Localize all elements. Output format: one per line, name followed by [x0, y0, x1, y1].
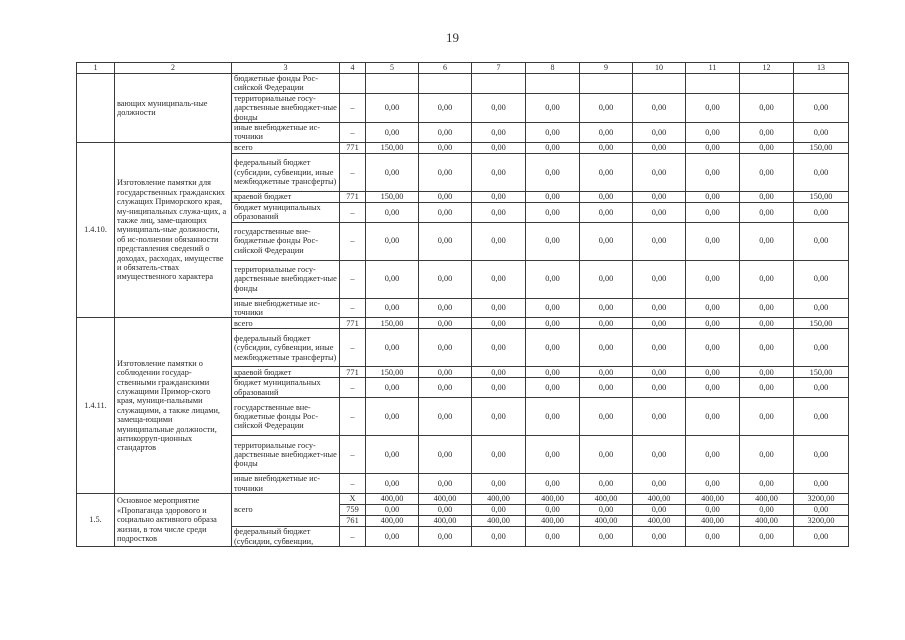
value-cell: 150,00 [366, 367, 419, 378]
source-cell: всего [232, 318, 340, 329]
value-cell: 0,00 [633, 505, 686, 516]
value-cell: 0,00 [580, 367, 633, 378]
value-cell: 0,00 [740, 367, 794, 378]
value-cell: 150,00 [794, 318, 849, 329]
value-cell: 0,00 [740, 191, 794, 202]
value-cell: 0,00 [633, 378, 686, 398]
source-cell: всего [232, 142, 340, 153]
value-cell: 0,00 [472, 398, 526, 436]
value-cell: 0,00 [633, 260, 686, 298]
value-cell: 400,00 [580, 516, 633, 527]
code-cell: – [340, 398, 366, 436]
source-cell: бюджетные фонды Рос-сийской Федерации [232, 74, 340, 94]
column-header: 1 [77, 63, 115, 74]
value-cell: 0,00 [580, 398, 633, 436]
value-cell: 0,00 [472, 318, 526, 329]
value-cell: 0,00 [526, 153, 580, 191]
value-cell: 0,00 [526, 142, 580, 153]
value-cell: 0,00 [580, 329, 633, 367]
page-number: 19 [446, 30, 459, 45]
value-cell: 150,00 [366, 191, 419, 202]
value-cell: 400,00 [526, 516, 580, 527]
value-cell: 0,00 [472, 505, 526, 516]
item-name-cell: Изготовление памятки о соблюдении государ-ственными гражданскими служащими Примор-ского края, муници-пальными служащими, а также лицами, замеща-ющими муниципальные должности, антикорруп-ционных стандартов [115, 318, 232, 494]
value-cell: 0,00 [419, 260, 472, 298]
value-cell: 0,00 [794, 329, 849, 367]
value-cell: 0,00 [794, 505, 849, 516]
value-cell: 0,00 [580, 142, 633, 153]
column-header: 8 [526, 63, 580, 74]
value-cell: 3200,00 [794, 516, 849, 527]
item-name-cell: Основное мероприятие «Пропаганда здорового и социально активного образа жизни, в том числе среди подростков [115, 494, 232, 547]
value-cell: 0,00 [526, 378, 580, 398]
code-cell: – [340, 222, 366, 260]
value-cell: 0,00 [419, 202, 472, 222]
value-cell: 0,00 [472, 436, 526, 474]
value-cell: 0,00 [794, 153, 849, 191]
value-cell: 0,00 [740, 527, 794, 547]
source-cell: краевой бюджет [232, 367, 340, 378]
value-cell: 400,00 [633, 494, 686, 505]
value-cell: 0,00 [366, 527, 419, 547]
value-cell: 0,00 [526, 436, 580, 474]
column-header: 6 [419, 63, 472, 74]
value-cell: 0,00 [580, 260, 633, 298]
code-cell: 759 [340, 505, 366, 516]
value-cell: 0,00 [419, 436, 472, 474]
value-cell: 0,00 [794, 378, 849, 398]
value-cell: 0,00 [633, 398, 686, 436]
value-cell: 0,00 [794, 260, 849, 298]
value-cell: 400,00 [366, 516, 419, 527]
value-cell: 0,00 [686, 505, 740, 516]
value-cell: 0,00 [633, 474, 686, 494]
value-cell: 0,00 [472, 222, 526, 260]
code-cell: – [340, 436, 366, 474]
column-header: 4 [340, 63, 366, 74]
value-cell: 0,00 [472, 202, 526, 222]
value-cell: 0,00 [686, 474, 740, 494]
value-cell [633, 74, 686, 94]
value-cell: 0,00 [419, 318, 472, 329]
source-cell: бюджет муниципальных образований [232, 202, 340, 222]
source-cell: краевой бюджет [232, 191, 340, 202]
value-cell: 0,00 [419, 93, 472, 122]
source-cell: территориальные госу-дарственные внебюджет-ные фонды [232, 260, 340, 298]
value-cell: 400,00 [740, 494, 794, 505]
value-cell: 0,00 [633, 527, 686, 547]
value-cell: 0,00 [526, 260, 580, 298]
value-cell: 0,00 [526, 93, 580, 122]
value-cell: 0,00 [686, 378, 740, 398]
header-row [77, 63, 849, 74]
value-cell: 0,00 [686, 142, 740, 153]
value-cell: 0,00 [419, 367, 472, 378]
value-cell: 0,00 [580, 191, 633, 202]
value-cell: 0,00 [633, 329, 686, 367]
budget-table [76, 62, 849, 547]
value-cell: 0,00 [526, 318, 580, 329]
column-header: 2 [115, 63, 232, 74]
value-cell: 0,00 [419, 505, 472, 516]
value-cell: 0,00 [686, 298, 740, 318]
value-cell: 0,00 [740, 318, 794, 329]
value-cell: 0,00 [580, 123, 633, 143]
value-cell: 0,00 [580, 153, 633, 191]
value-cell: 400,00 [419, 516, 472, 527]
code-cell: 771 [340, 142, 366, 153]
value-cell: 0,00 [633, 367, 686, 378]
value-cell: 400,00 [580, 494, 633, 505]
value-cell: 0,00 [633, 123, 686, 143]
value-cell: 0,00 [740, 142, 794, 153]
value-cell: 400,00 [633, 516, 686, 527]
value-cell: 0,00 [686, 436, 740, 474]
value-cell: 400,00 [472, 494, 526, 505]
value-cell [526, 74, 580, 94]
value-cell: 0,00 [526, 398, 580, 436]
value-cell: 0,00 [794, 202, 849, 222]
code-cell: – [340, 378, 366, 398]
value-cell: 0,00 [794, 527, 849, 547]
value-cell: 0,00 [526, 367, 580, 378]
code-cell: X [340, 494, 366, 505]
value-cell [472, 74, 526, 94]
value-cell: 0,00 [472, 153, 526, 191]
value-cell: 0,00 [686, 260, 740, 298]
value-cell: 400,00 [419, 494, 472, 505]
value-cell: 0,00 [794, 436, 849, 474]
value-cell: 0,00 [686, 318, 740, 329]
value-cell: 0,00 [633, 298, 686, 318]
value-cell: 0,00 [419, 298, 472, 318]
value-cell: 0,00 [580, 202, 633, 222]
value-cell [740, 74, 794, 94]
value-cell [580, 74, 633, 94]
source-cell: бюджет муниципальных образований [232, 378, 340, 398]
value-cell: 0,00 [740, 222, 794, 260]
value-cell: 0,00 [686, 191, 740, 202]
value-cell: 0,00 [419, 329, 472, 367]
value-cell: 0,00 [580, 93, 633, 122]
value-cell: 0,00 [526, 329, 580, 367]
item-name-cell: вающих муниципаль-ные должности [115, 74, 232, 143]
value-cell: 0,00 [419, 222, 472, 260]
value-cell: 0,00 [419, 191, 472, 202]
value-cell: 0,00 [686, 202, 740, 222]
value-cell: 0,00 [472, 367, 526, 378]
item-number-cell: 1.4.11. [77, 318, 115, 494]
value-cell: 0,00 [740, 298, 794, 318]
value-cell: 0,00 [633, 93, 686, 122]
value-cell: 0,00 [633, 318, 686, 329]
value-cell: 0,00 [794, 398, 849, 436]
value-cell: 0,00 [794, 93, 849, 122]
column-header: 9 [580, 63, 633, 74]
item-name-cell: Изготовление памятки для государственных гражданских служащих Приморского края, му-ниципальных служа-щих, а также лиц, заме-щающих муниципаль-ные должности, об ис-полнении обязанности представления сведений о доходах, расходах, имуществе и обязатель-ствах имущественного характера [115, 142, 232, 318]
table-row [77, 318, 849, 329]
column-header: 5 [366, 63, 419, 74]
code-cell: – [340, 123, 366, 143]
value-cell: 400,00 [526, 494, 580, 505]
value-cell: 0,00 [740, 123, 794, 143]
item-number-cell [77, 74, 115, 143]
column-header: 13 [794, 63, 849, 74]
value-cell: 0,00 [419, 527, 472, 547]
column-header: 3 [232, 63, 340, 74]
value-cell: 0,00 [580, 318, 633, 329]
value-cell: 0,00 [794, 298, 849, 318]
value-cell: 0,00 [633, 142, 686, 153]
value-cell: 0,00 [472, 474, 526, 494]
value-cell: 0,00 [419, 378, 472, 398]
value-cell: 0,00 [366, 93, 419, 122]
code-cell: 771 [340, 318, 366, 329]
value-cell: 3200,00 [794, 494, 849, 505]
value-cell: 0,00 [686, 398, 740, 436]
code-cell: – [340, 260, 366, 298]
source-cell: государственные вне-бюджетные фонды Рос-сийской Федерации [232, 398, 340, 436]
value-cell: 0,00 [740, 474, 794, 494]
value-cell: 0,00 [472, 527, 526, 547]
value-cell: 0,00 [580, 505, 633, 516]
source-cell: территориальные госу-дарственные внебюджет-ные фонды [232, 436, 340, 474]
value-cell: 400,00 [366, 494, 419, 505]
value-cell: 0,00 [686, 222, 740, 260]
source-cell: иные внебюджетные ис-точники [232, 298, 340, 318]
value-cell: 0,00 [526, 505, 580, 516]
code-cell: 771 [340, 191, 366, 202]
value-cell: 0,00 [633, 191, 686, 202]
column-header: 11 [686, 63, 740, 74]
value-cell: 0,00 [740, 202, 794, 222]
value-cell: 0,00 [580, 378, 633, 398]
value-cell: 0,00 [580, 474, 633, 494]
source-cell: федеральный бюджет (субсидии, субвенции, иные межбюджетные трансферты) [232, 153, 340, 191]
code-cell [340, 74, 366, 94]
value-cell: 0,00 [686, 329, 740, 367]
value-cell: 0,00 [740, 505, 794, 516]
value-cell: 0,00 [794, 474, 849, 494]
code-cell: – [340, 329, 366, 367]
code-cell: – [340, 298, 366, 318]
value-cell: 0,00 [472, 191, 526, 202]
value-cell: 0,00 [526, 222, 580, 260]
column-header: 10 [633, 63, 686, 74]
value-cell: 0,00 [633, 436, 686, 474]
value-cell: 400,00 [740, 516, 794, 527]
value-cell [794, 74, 849, 94]
source-cell: территориальные госу-дарственные внебюджет-ные фонды [232, 93, 340, 122]
value-cell: 0,00 [686, 123, 740, 143]
value-cell: 0,00 [366, 505, 419, 516]
value-cell: 0,00 [419, 153, 472, 191]
source-cell: федеральный бюджет (субсидии, субвенции, [232, 527, 340, 547]
value-cell [419, 74, 472, 94]
code-cell: – [340, 202, 366, 222]
value-cell: 0,00 [580, 222, 633, 260]
value-cell: 0,00 [526, 298, 580, 318]
value-cell: 0,00 [419, 123, 472, 143]
value-cell: 400,00 [686, 516, 740, 527]
code-cell: – [340, 93, 366, 122]
value-cell: 0,00 [526, 191, 580, 202]
value-cell: 0,00 [366, 398, 419, 436]
value-cell: 0,00 [526, 474, 580, 494]
value-cell: 0,00 [740, 329, 794, 367]
item-number-cell: 1.5. [77, 494, 115, 547]
value-cell: 0,00 [419, 474, 472, 494]
value-cell: 0,00 [472, 123, 526, 143]
value-cell: 150,00 [366, 142, 419, 153]
value-cell: 0,00 [472, 93, 526, 122]
value-cell: 0,00 [686, 527, 740, 547]
source-cell: иные внебюджетные ис-точники [232, 123, 340, 143]
value-cell: 150,00 [794, 191, 849, 202]
value-cell [686, 74, 740, 94]
value-cell: 0,00 [740, 260, 794, 298]
value-cell: 0,00 [366, 222, 419, 260]
value-cell: 0,00 [686, 153, 740, 191]
item-number-cell: 1.4.10. [77, 142, 115, 318]
value-cell: 0,00 [419, 398, 472, 436]
value-cell: 150,00 [794, 367, 849, 378]
value-cell: 0,00 [633, 153, 686, 191]
value-cell: 0,00 [740, 398, 794, 436]
value-cell: 0,00 [526, 202, 580, 222]
source-cell: государственные вне-бюджетные фонды Рос-сийской Федерации [232, 222, 340, 260]
value-cell: 0,00 [366, 329, 419, 367]
value-cell: 0,00 [472, 142, 526, 153]
value-cell: 0,00 [472, 378, 526, 398]
value-cell: 0,00 [686, 367, 740, 378]
value-cell: 0,00 [472, 260, 526, 298]
source-cell: федеральный бюджет (субсидии, субвенции, иные межбюджетные трансферты) [232, 329, 340, 367]
value-cell: 0,00 [740, 153, 794, 191]
value-cell: 0,00 [472, 329, 526, 367]
value-cell: 0,00 [366, 378, 419, 398]
value-cell: 0,00 [366, 260, 419, 298]
value-cell: 400,00 [472, 516, 526, 527]
value-cell: 0,00 [686, 93, 740, 122]
value-cell: 0,00 [526, 527, 580, 547]
value-cell: 0,00 [633, 202, 686, 222]
code-cell: – [340, 153, 366, 191]
value-cell: 0,00 [366, 123, 419, 143]
value-cell: 0,00 [419, 142, 472, 153]
table-row [77, 74, 849, 94]
value-cell: 0,00 [580, 436, 633, 474]
value-cell: 0,00 [794, 222, 849, 260]
value-cell: 400,00 [686, 494, 740, 505]
source-cell: иные внебюджетные ис-точники [232, 474, 340, 494]
column-header: 12 [740, 63, 794, 74]
column-header: 7 [472, 63, 526, 74]
value-cell: 0,00 [580, 527, 633, 547]
value-cell: 0,00 [526, 123, 580, 143]
value-cell: 0,00 [740, 93, 794, 122]
value-cell: 0,00 [580, 298, 633, 318]
value-cell: 0,00 [366, 298, 419, 318]
value-cell: 150,00 [366, 318, 419, 329]
code-cell: – [340, 527, 366, 547]
value-cell: 0,00 [366, 202, 419, 222]
value-cell: 0,00 [740, 378, 794, 398]
table-row [77, 142, 849, 153]
value-cell: 0,00 [794, 123, 849, 143]
code-cell: 771 [340, 367, 366, 378]
value-cell: 0,00 [472, 298, 526, 318]
value-cell: 150,00 [794, 142, 849, 153]
code-cell: 761 [340, 516, 366, 527]
value-cell: 0,00 [633, 222, 686, 260]
code-cell: – [340, 474, 366, 494]
source-cell: всего [232, 494, 340, 527]
value-cell: 0,00 [366, 436, 419, 474]
value-cell [366, 74, 419, 94]
value-cell: 0,00 [366, 474, 419, 494]
table-row [77, 494, 849, 505]
value-cell: 0,00 [740, 436, 794, 474]
value-cell: 0,00 [366, 153, 419, 191]
